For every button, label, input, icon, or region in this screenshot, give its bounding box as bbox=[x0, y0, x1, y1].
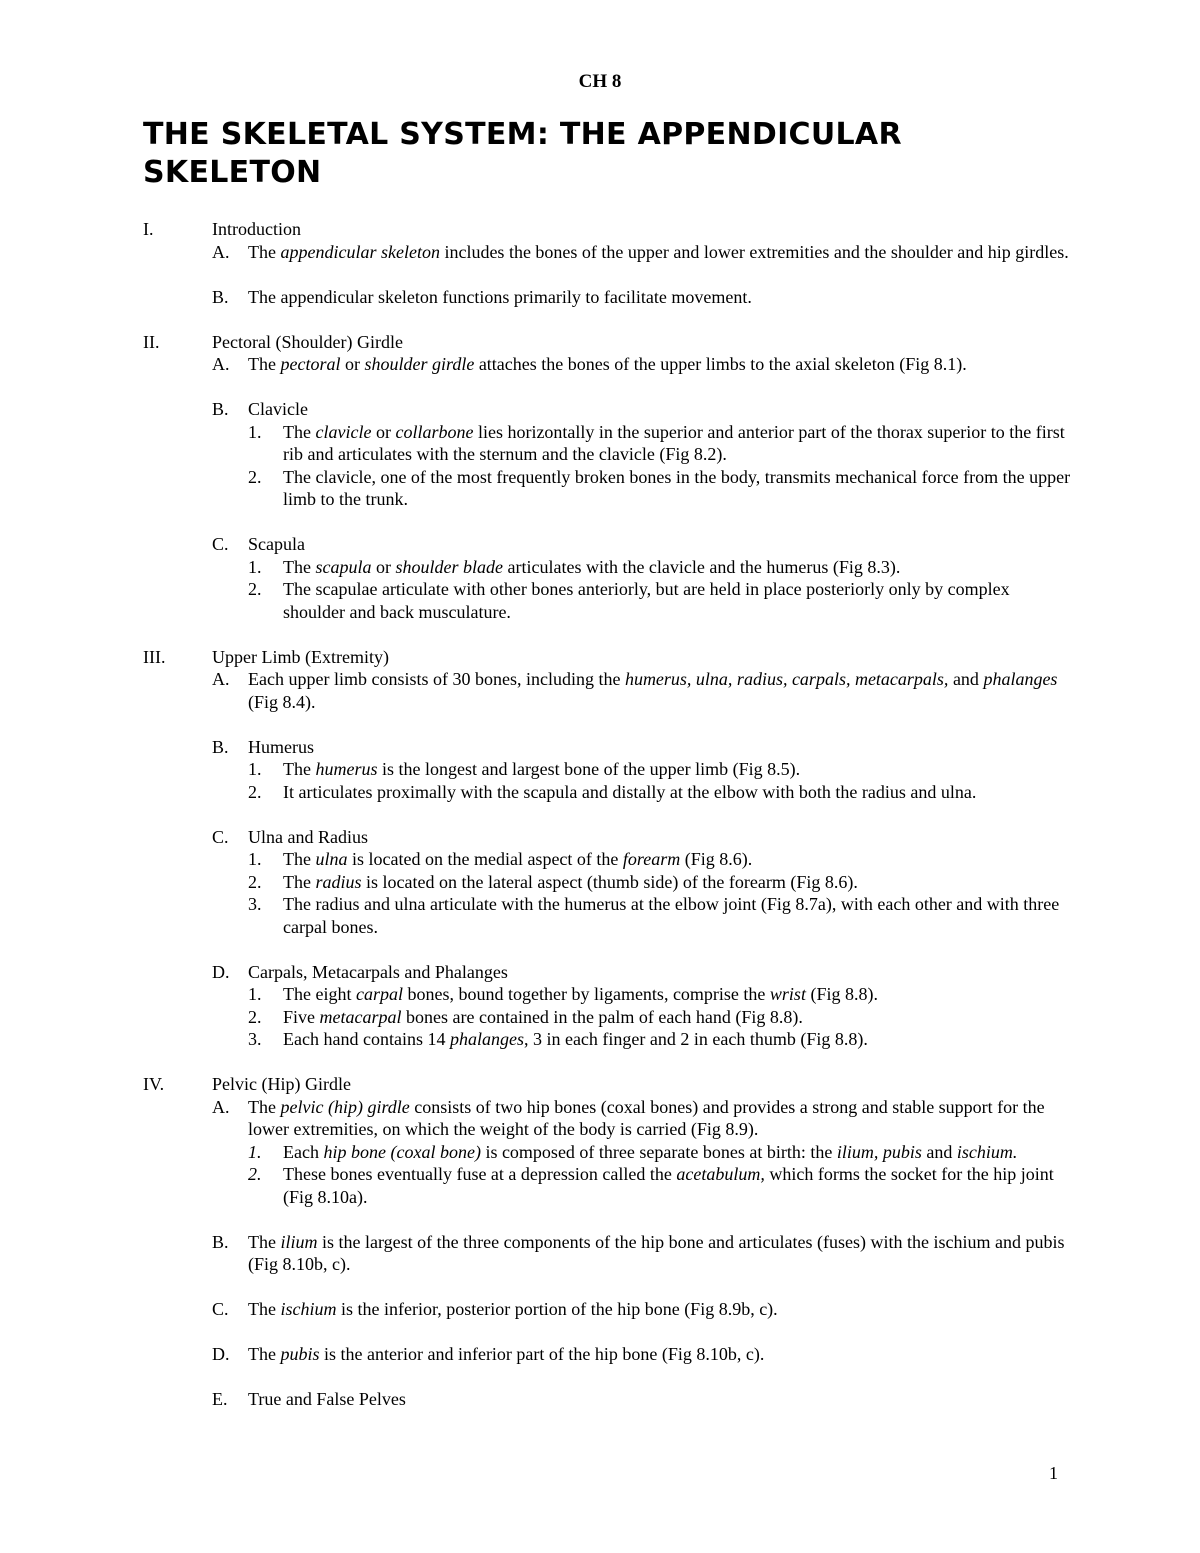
outline-item bbox=[212, 668, 1073, 713]
item-text: It articulates proximally with the scapula and distally at the elbow with both the radius and ulna. bbox=[283, 781, 977, 802]
item-number: 2. bbox=[248, 466, 262, 487]
item-text: The ischium is the inferior, posterior portion of the hip bone (Fig 8.9b, c). bbox=[248, 1299, 778, 1319]
chapter-label: CH 8 bbox=[578, 71, 622, 92]
item-letter: C. bbox=[212, 534, 229, 554]
section-heading: Introduction bbox=[212, 219, 301, 239]
outline-item bbox=[212, 1298, 1073, 1321]
item-text: The pubis is the anterior and inferior part of the hip bone (Fig 8.10b, c). bbox=[248, 1344, 765, 1364]
item-letter: D. bbox=[212, 1344, 230, 1364]
numbered-item bbox=[248, 781, 1073, 804]
item-number: 2. bbox=[248, 579, 262, 599]
outline-item bbox=[212, 826, 1073, 939]
numbered-item bbox=[248, 1028, 1073, 1051]
item-text: These bones eventually fuse at a depression called the acetabulum, which forms the socket for the hip joint (Fig 8.10a). bbox=[283, 1164, 1054, 1207]
item-number: 1. bbox=[248, 421, 262, 442]
numbered-item bbox=[248, 556, 1073, 579]
numbered-item bbox=[248, 1006, 1073, 1029]
item-text: The pelvic (hip) girdle consists of two hip bones (coxal bones) and provides a strong and stable support for the lower extremities, on which the weight of the body is carried (Fig 8.9). bbox=[248, 1096, 1045, 1139]
item-number: 2. bbox=[248, 781, 262, 802]
section-heading: Upper Limb (Extremity) bbox=[212, 646, 389, 667]
item-letter: A. bbox=[212, 669, 230, 689]
section-number: I. bbox=[143, 219, 154, 239]
outline-item bbox=[212, 961, 1073, 1051]
page-title: THE SKELETAL SYSTEM: THE APPENDICULAR SKELETON bbox=[143, 117, 902, 190]
item-letter: A. bbox=[212, 241, 230, 262]
item-text: Five metacarpal bones are contained in the palm of each hand (Fig 8.8). bbox=[283, 1006, 803, 1027]
numbered-item bbox=[248, 848, 1073, 871]
subsection-heading: Scapula bbox=[248, 534, 305, 554]
item-number: 2. bbox=[248, 1164, 262, 1184]
item-letter: B. bbox=[212, 399, 229, 419]
item-text: Each upper limb consists of 30 bones, including the humerus, ulna, radius, carpals, metacarpals, and phalanges (Fig 8.4). bbox=[248, 669, 1058, 712]
item-letter: D. bbox=[212, 961, 230, 982]
item-number: 2. bbox=[248, 1006, 262, 1027]
numbered-item bbox=[248, 466, 1073, 511]
numbered-item bbox=[248, 893, 1073, 938]
item-text: The humerus is the longest and largest bone of the upper limb (Fig 8.5). bbox=[283, 759, 801, 779]
outline-item bbox=[212, 1096, 1073, 1209]
outline-item bbox=[212, 736, 1073, 804]
section-number: II. bbox=[143, 331, 160, 352]
numbered-item bbox=[248, 983, 1073, 1006]
item-number: 1. bbox=[248, 849, 262, 869]
item-number: 1. bbox=[248, 556, 262, 577]
outline-item bbox=[212, 241, 1073, 264]
section-upper-limb bbox=[143, 646, 1073, 1051]
section-heading: Pectoral (Shoulder) Girdle bbox=[212, 331, 403, 352]
subsection-heading: Carpals, Metacarpals and Phalanges bbox=[248, 961, 508, 982]
item-text: The clavicle or collarbone lies horizontally in the superior and anterior part of the thorax superior to the first rib and articulates with the sternum and the clavicle (Fig 8.2). bbox=[283, 421, 1065, 464]
item-letter: B. bbox=[212, 1231, 229, 1252]
item-number: 2. bbox=[248, 871, 262, 892]
item-letter: A. bbox=[212, 1096, 230, 1117]
item-number: 3. bbox=[248, 894, 262, 914]
item-letter: B. bbox=[212, 736, 229, 757]
outline-item bbox=[212, 1388, 1073, 1411]
item-text: The radius is located on the lateral aspect (thumb side) of the forearm (Fig 8.6). bbox=[283, 871, 858, 892]
item-text: The appendicular skeleton includes the bones of the upper and lower extremities and the shoulder and hip girdles. bbox=[248, 241, 1069, 262]
item-number: 3. bbox=[248, 1029, 262, 1049]
subsection-heading: Clavicle bbox=[248, 399, 308, 419]
outline-item bbox=[212, 533, 1073, 623]
item-text: The appendicular skeleton functions primarily to facilitate movement. bbox=[248, 286, 752, 307]
outline bbox=[143, 218, 1073, 1411]
item-letter: C. bbox=[212, 826, 229, 847]
item-text: Each hand contains 14 phalanges, 3 in each finger and 2 in each thumb (Fig 8.8). bbox=[283, 1029, 868, 1049]
outline-item bbox=[212, 1343, 1073, 1366]
item-letter: A. bbox=[212, 354, 230, 374]
item-text: Each hip bone (coxal bone) is composed of three separate bones at birth: the ilium, pubis and ischium. bbox=[283, 1141, 1018, 1162]
item-text: The scapula or shoulder blade articulates with the clavicle and the humerus (Fig 8.3). bbox=[283, 556, 901, 577]
item-number: 1. bbox=[248, 759, 262, 779]
item-text: The scapulae articulate with other bones anteriorly, but are held in place posteriorly only by complex shoulder and back musculature. bbox=[283, 579, 1010, 622]
numbered-item bbox=[248, 421, 1073, 466]
numbered-item bbox=[248, 758, 1073, 781]
item-text: The ilium is the largest of the three components of the hip bone and articulates (fuses) with the ischium and pubis (Fig 8.10b, c). bbox=[248, 1231, 1065, 1274]
item-text: The clavicle, one of the most frequently broken bones in the body, transmits mechanical force from the upper limb to the trunk. bbox=[283, 466, 1071, 509]
item-text: The pectoral or shoulder girdle attaches the bones of the upper limbs to the axial skeleton (Fig 8.1). bbox=[248, 354, 967, 374]
numbered-item bbox=[248, 1163, 1073, 1208]
numbered-item bbox=[248, 1141, 1073, 1164]
page-number: 1 bbox=[1049, 1463, 1058, 1483]
section-introduction bbox=[143, 218, 1073, 308]
item-letter: B. bbox=[212, 286, 229, 307]
outline-item bbox=[212, 353, 1073, 376]
item-number: 1. bbox=[248, 1141, 262, 1162]
outline-item bbox=[212, 286, 1073, 309]
item-text: The radius and ulna articulate with the humerus at the elbow joint (Fig 8.7a), with each other and with three carpal bones. bbox=[283, 894, 1060, 937]
item-number: 1. bbox=[248, 984, 262, 1004]
item-text: The ulna is located on the medial aspect of the forearm (Fig 8.6). bbox=[283, 849, 753, 869]
section-pelvic-girdle bbox=[143, 1073, 1073, 1411]
section-pectoral-girdle bbox=[143, 331, 1073, 624]
subsection-heading: Ulna and Radius bbox=[248, 826, 368, 847]
section-number: IV. bbox=[143, 1074, 165, 1094]
section-number: III. bbox=[143, 646, 166, 667]
section-heading: Pelvic (Hip) Girdle bbox=[212, 1074, 351, 1094]
item-letter: E. bbox=[212, 1389, 228, 1409]
item-text: The eight carpal bones, bound together by ligaments, comprise the wrist (Fig 8.8). bbox=[283, 984, 878, 1004]
outline-item bbox=[212, 1231, 1073, 1276]
subsection-heading: Humerus bbox=[248, 736, 314, 757]
outline-item bbox=[212, 398, 1073, 511]
numbered-item bbox=[248, 578, 1073, 623]
subsection-heading: True and False Pelves bbox=[248, 1389, 406, 1409]
item-letter: C. bbox=[212, 1299, 229, 1319]
numbered-item bbox=[248, 871, 1073, 894]
